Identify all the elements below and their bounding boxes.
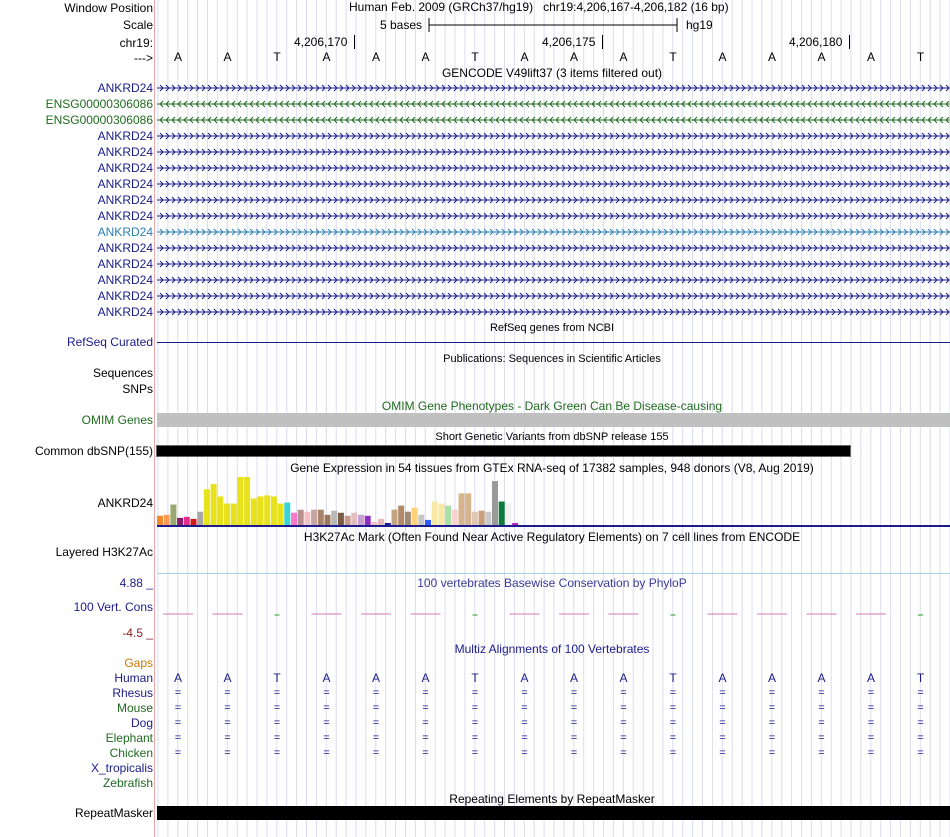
human-base: A	[520, 671, 529, 685]
gtex-tissue-bar[interactable]	[358, 515, 364, 525]
phylop-min: -4.5 _	[122, 626, 153, 640]
alignment-match: =	[273, 717, 281, 729]
phylop-score-marks[interactable]	[157, 610, 950, 620]
alignment-match: =	[768, 702, 776, 714]
alignment-match: =	[818, 717, 825, 729]
gencode-item-label[interactable]: ANKRD24	[97, 209, 153, 223]
alignment-match: =	[867, 732, 875, 744]
alignment-match: =	[273, 687, 281, 699]
tick-label-3: 4,206,180	[789, 35, 843, 49]
alignment-match: =	[521, 747, 528, 759]
species-label[interactable]: Rhesus	[112, 686, 153, 700]
base-letter: A	[817, 50, 826, 64]
alignment-match: =	[471, 687, 479, 699]
omim-title[interactable]: OMIM Gene Phenotypes - Dark Green Can Be Disease-causing	[381, 399, 723, 413]
alignment-match: =	[273, 732, 281, 744]
refseq-gene-line[interactable]	[157, 342, 950, 343]
gtex-tissue-bar[interactable]	[398, 506, 404, 525]
alignment-match: =	[372, 717, 380, 729]
gencode-item-line[interactable]	[157, 181, 950, 187]
omim-label[interactable]: OMIM Genes	[81, 413, 153, 427]
gencode-gene-lines[interactable]	[157, 80, 950, 320]
species-label[interactable]: X_tropicalis	[90, 761, 153, 775]
alignment-match: =	[768, 687, 776, 699]
gtex-tissue-bar[interactable]	[304, 512, 310, 525]
alignment-match: =	[174, 702, 182, 714]
gtex-tissue-bar[interactable]	[237, 477, 243, 525]
gtex-tissue-bar[interactable]	[479, 511, 485, 525]
gencode-item-label[interactable]: ANKRD24	[97, 161, 153, 175]
position-text: chr19:4,206,167-4,206,182 (16 bp)	[543, 0, 729, 14]
alignment-match: =	[719, 732, 726, 744]
gtex-tissue-bar[interactable]	[499, 502, 505, 525]
human-base: A	[173, 671, 183, 685]
gtex-tissue-bar[interactable]	[244, 477, 250, 525]
human-base: A	[569, 671, 579, 685]
alignment-match: =	[669, 747, 677, 759]
alignment-match: =	[521, 732, 528, 744]
phylop-label[interactable]: 100 Vert. Cons	[73, 600, 153, 614]
gtex-title[interactable]: Gene Expression in 54 tissues from GTEx RNA-seq of 17382 samples, 948 donors (V8, Aug 2019)	[290, 461, 814, 475]
alignment-match: =	[669, 732, 677, 744]
alignment-match: =	[719, 702, 726, 714]
gtex-tissue-bar[interactable]	[351, 513, 357, 525]
tick-mark-3	[849, 35, 850, 49]
alignment-match: =	[917, 687, 924, 699]
alignment-match: =	[669, 687, 677, 699]
alignment-match: =	[521, 717, 528, 729]
gencode-item-line[interactable]	[157, 117, 950, 123]
gtex-baseline	[157, 525, 950, 527]
alignment-match: =	[818, 702, 825, 714]
species-label[interactable]: Chicken	[109, 746, 153, 760]
refseq-title[interactable]: RefSeq genes from NCBI	[489, 322, 615, 334]
phylop-title[interactable]: 100 vertebrates Basewise Conservation by PhyloP	[417, 576, 687, 590]
alignment-match: =	[323, 702, 330, 714]
assembly-text: Human Feb. 2009 (GRCh37/hg19)	[349, 0, 534, 14]
alignment-match: =	[719, 747, 726, 759]
alignment-match: =	[471, 702, 479, 714]
alignment-match: =	[867, 747, 875, 759]
strand-label: --->	[134, 51, 153, 65]
alignment-match: =	[224, 717, 231, 729]
base-letter: A	[421, 50, 430, 64]
alignment-match: =	[224, 702, 231, 714]
alignment-match: =	[471, 732, 479, 744]
base-letter: A	[322, 50, 331, 64]
alignment-match: =	[818, 687, 825, 699]
alignment-match: =	[867, 717, 875, 729]
alignment-match: =	[422, 702, 429, 714]
gencode-item-line[interactable]	[157, 133, 950, 139]
alignment-match: =	[372, 687, 380, 699]
species-label[interactable]: Mouse	[116, 701, 153, 715]
gtex-tissue-bar[interactable]	[157, 516, 163, 525]
base-letter: A	[767, 50, 777, 64]
base-letter: A	[520, 50, 529, 64]
alignment-match: =	[174, 747, 182, 759]
multiz-title[interactable]: Multiz Alignments of 100 Vertebrates	[454, 642, 650, 656]
tick-mark-1	[354, 35, 355, 49]
base-letter: T	[273, 50, 281, 64]
gencode-item-label[interactable]: ANKRD24	[97, 81, 153, 95]
human-base: A	[421, 671, 430, 685]
alignment-match: =	[620, 687, 627, 699]
repeatmasker-bar[interactable]	[157, 806, 950, 820]
base-letter: A	[866, 50, 876, 64]
gencode-item-label[interactable]: ANKRD24	[97, 145, 153, 159]
gtex-tissue-bar[interactable]	[412, 508, 418, 525]
alignment-match: =	[620, 732, 627, 744]
gtex-tissue-bar[interactable]	[258, 496, 264, 525]
publications-title[interactable]: Publications: Sequences in Scientific Articles	[443, 353, 661, 365]
alignment-match: =	[570, 747, 578, 759]
alignment-match: =	[372, 732, 380, 744]
alignment-match: =	[422, 732, 429, 744]
alignment-match: =	[422, 747, 429, 759]
gtex-label[interactable]: ANKRD24	[97, 496, 153, 510]
human-base: A	[371, 671, 381, 685]
gencode-item-label[interactable]: ANKRD24	[97, 129, 153, 143]
alignment-match: =	[570, 717, 578, 729]
gtex-tissue-bar[interactable]	[164, 515, 170, 525]
gtex-tissue-bar[interactable]	[251, 498, 257, 525]
alignment-match: =	[867, 702, 875, 714]
dbsnp-title[interactable]: Short Genetic Variants from dbSNP release 155	[435, 431, 669, 443]
repeatmasker-title[interactable]: Repeating Elements by RepeatMasker	[449, 792, 655, 806]
alignment-match: =	[273, 747, 281, 759]
db-text: hg19	[686, 18, 713, 32]
gencode-item-label[interactable]: ANKRD24	[97, 257, 153, 271]
alignment-match: =	[719, 717, 726, 729]
alignment-match: =	[372, 702, 380, 714]
base-letter: A	[371, 50, 381, 64]
alignment-match: =	[570, 732, 578, 744]
gtex-tissue-bar[interactable]	[224, 504, 230, 525]
human-base: A	[223, 671, 232, 685]
base-letter: A	[569, 50, 579, 64]
alignment-match: =	[174, 717, 182, 729]
alignment-match: =	[521, 702, 528, 714]
gencode-item-label[interactable]: ANKRD24	[97, 225, 153, 239]
alignment-match: =	[867, 687, 875, 699]
gtex-tissue-bar[interactable]	[445, 506, 451, 525]
chrom-label: chr19:	[119, 36, 153, 50]
human-base: A	[619, 671, 628, 685]
alignment-match: =	[818, 732, 825, 744]
gtex-tissue-bar[interactable]	[452, 510, 458, 525]
gtex-tissue-bar[interactable]	[325, 515, 331, 525]
gencode-title[interactable]: GENCODE V49lift37 (3 items filtered out)	[441, 66, 663, 80]
label-divider	[154, 0, 155, 837]
gtex-tissue-bar[interactable]	[392, 510, 398, 525]
species-label[interactable]: Human	[114, 671, 153, 685]
gtex-tissue-bar[interactable]	[211, 484, 217, 525]
gencode-item-line[interactable]	[157, 229, 950, 235]
human-base: A	[718, 671, 727, 685]
alignment-match: =	[620, 747, 627, 759]
omim-bar[interactable]	[157, 413, 950, 427]
gtex-tissue-bar[interactable]	[298, 510, 304, 525]
gtex-tissue-bar[interactable]	[405, 512, 411, 525]
gtex-tissue-bar[interactable]	[492, 481, 498, 525]
gencode-item-line[interactable]	[157, 101, 950, 107]
gtex-tissue-bar[interactable]	[365, 516, 371, 525]
gtex-tissue-bar[interactable]	[465, 493, 471, 525]
gtex-bar-chart[interactable]	[157, 475, 950, 527]
gencode-item-label[interactable]: ANKRD24	[97, 241, 153, 255]
alignment-match: =	[768, 747, 776, 759]
gtex-tissue-bar[interactable]	[438, 504, 444, 525]
phylop-max: 4.88 _	[119, 576, 153, 590]
alignment-match: =	[224, 732, 231, 744]
human-base: T	[916, 671, 925, 685]
gtex-tissue-bar[interactable]	[331, 511, 337, 525]
gencode-item-line[interactable]	[157, 245, 950, 251]
base-letter: A	[619, 50, 628, 64]
gencode-item-label[interactable]: ANKRD24	[97, 273, 153, 287]
sequences-label[interactable]: Sequences	[92, 366, 153, 380]
gtex-tissue-bar[interactable]	[217, 496, 223, 525]
alignment-match: =	[719, 687, 726, 699]
gencode-item-line[interactable]	[157, 309, 950, 315]
gtex-tissue-bar[interactable]	[278, 504, 284, 525]
base-letter: A	[718, 50, 727, 64]
gencode-item-line[interactable]	[157, 165, 950, 171]
gencode-item-line[interactable]	[157, 85, 950, 91]
gtex-tissue-bar[interactable]	[345, 516, 351, 525]
h3k27ac-line	[157, 573, 950, 574]
alignment-match: =	[323, 732, 330, 744]
human-base: A	[817, 671, 826, 685]
base-letter: A	[223, 50, 232, 64]
alignment-match: =	[471, 717, 479, 729]
alignment-match: =	[768, 732, 776, 744]
gencode-item-line[interactable]	[157, 261, 950, 267]
alignment-match: =	[323, 687, 330, 699]
scale-bar	[428, 16, 680, 34]
refseq-label[interactable]: RefSeq Curated	[66, 335, 153, 349]
alignment-match: =	[224, 747, 231, 759]
gtex-tissue-bar[interactable]	[505, 504, 511, 525]
gtex-tissue-bar[interactable]	[311, 510, 317, 525]
alignment-match: =	[422, 717, 429, 729]
gtex-tissue-bar[interactable]	[197, 512, 203, 525]
human-base: T	[471, 671, 479, 685]
human-base: T	[273, 671, 281, 685]
gtex-tissue-bar[interactable]	[318, 510, 324, 525]
gtex-tissue-bar[interactable]	[485, 512, 491, 525]
dbsnp-bar[interactable]	[156, 445, 851, 457]
base-letter: A	[173, 50, 183, 64]
h3k27ac-label[interactable]: Layered H3K27Ac	[55, 545, 153, 559]
gtex-tissue-bar[interactable]	[170, 505, 176, 525]
alignment-match: =	[620, 702, 627, 714]
tick-label-1: 4,206,170	[294, 35, 348, 49]
gencode-item-label[interactable]: ANKRD24	[97, 177, 153, 191]
species-label[interactable]: Elephant	[105, 731, 153, 745]
alignment-match: =	[521, 687, 528, 699]
alignment-match: =	[570, 702, 578, 714]
gtex-tissue-bar[interactable]	[204, 489, 210, 525]
gtex-tissue-bar[interactable]	[284, 503, 290, 525]
human-base: A	[767, 671, 777, 685]
tick-mark-2	[602, 35, 603, 49]
gencode-item-label[interactable]: ANKRD24	[97, 193, 153, 207]
gencode-item-label[interactable]: ANKRD24	[97, 289, 153, 303]
scale-label: Scale	[122, 18, 153, 32]
alignment-match: =	[669, 717, 677, 729]
alignment-match: =	[917, 732, 924, 744]
gencode-item-line[interactable]	[157, 293, 950, 299]
alignment-match: =	[471, 747, 479, 759]
gencode-item-line[interactable]	[157, 213, 950, 219]
gencode-item-line[interactable]	[157, 149, 950, 155]
alignment-match: =	[570, 687, 578, 699]
gencode-item-line[interactable]	[157, 277, 950, 283]
base-letter: T	[471, 50, 479, 64]
alignment-match: =	[273, 702, 281, 714]
gencode-item-label[interactable]: ENSG00000306086	[45, 113, 153, 127]
gtex-tissue-bar[interactable]	[177, 518, 183, 525]
gtex-tissue-bar[interactable]	[231, 504, 237, 525]
gtex-tissue-bar[interactable]	[472, 512, 478, 525]
alignment-match: =	[174, 687, 182, 699]
alignment-match: =	[323, 747, 330, 759]
gtex-tissue-bar[interactable]	[291, 513, 297, 525]
species-label[interactable]: Dog	[130, 716, 153, 730]
alignment-match: =	[372, 747, 380, 759]
alignment-match: =	[224, 687, 231, 699]
gencode-item-label[interactable]: ENSG00000306086	[45, 97, 153, 111]
repeatmasker-label[interactable]: RepeatMasker	[74, 806, 153, 820]
human-base: T	[669, 671, 677, 685]
alignment-match: =	[917, 717, 924, 729]
dbsnp-label[interactable]: Common dbSNP(155)	[34, 444, 153, 458]
gtex-tissue-bar[interactable]	[184, 517, 190, 525]
tick-label-2: 4,206,175	[542, 35, 596, 49]
snps-label[interactable]: SNPs	[122, 382, 153, 396]
base-letter: T	[916, 50, 925, 64]
gencode-item-label[interactable]: ANKRD24	[97, 305, 153, 319]
assembly-position	[349, 0, 729, 14]
window-position-label: Window Position	[64, 1, 153, 15]
gaps-label[interactable]: Gaps	[124, 656, 153, 670]
alignment-match: =	[620, 717, 627, 729]
scale-text: 5 bases	[380, 18, 423, 32]
gencode-item-line[interactable]	[157, 197, 950, 203]
alignment-match: =	[917, 747, 924, 759]
alignment-match: =	[174, 732, 182, 744]
species-label[interactable]: Zebrafish	[102, 776, 153, 790]
gtex-tissue-bar[interactable]	[432, 502, 438, 525]
alignment-match: =	[917, 702, 924, 714]
alignment-match: =	[422, 687, 429, 699]
gtex-tissue-bar[interactable]	[264, 495, 270, 525]
h3k27ac-title[interactable]: H3K27Ac Mark (Often Found Near Active Regulatory Elements) on 7 cell lines from ENCODE	[303, 530, 801, 544]
alignment-match: =	[669, 702, 677, 714]
alignment-match: =	[768, 717, 776, 729]
gtex-tissue-bar[interactable]	[459, 493, 465, 525]
gtex-tissue-bar[interactable]	[418, 515, 424, 525]
alignment-match: =	[323, 717, 330, 729]
base-letter: T	[669, 50, 677, 64]
gtex-tissue-bar[interactable]	[338, 513, 344, 525]
human-base: A	[322, 671, 331, 685]
alignment-match: =	[818, 747, 825, 759]
gtex-tissue-bar[interactable]	[271, 496, 277, 525]
human-base: A	[866, 671, 876, 685]
